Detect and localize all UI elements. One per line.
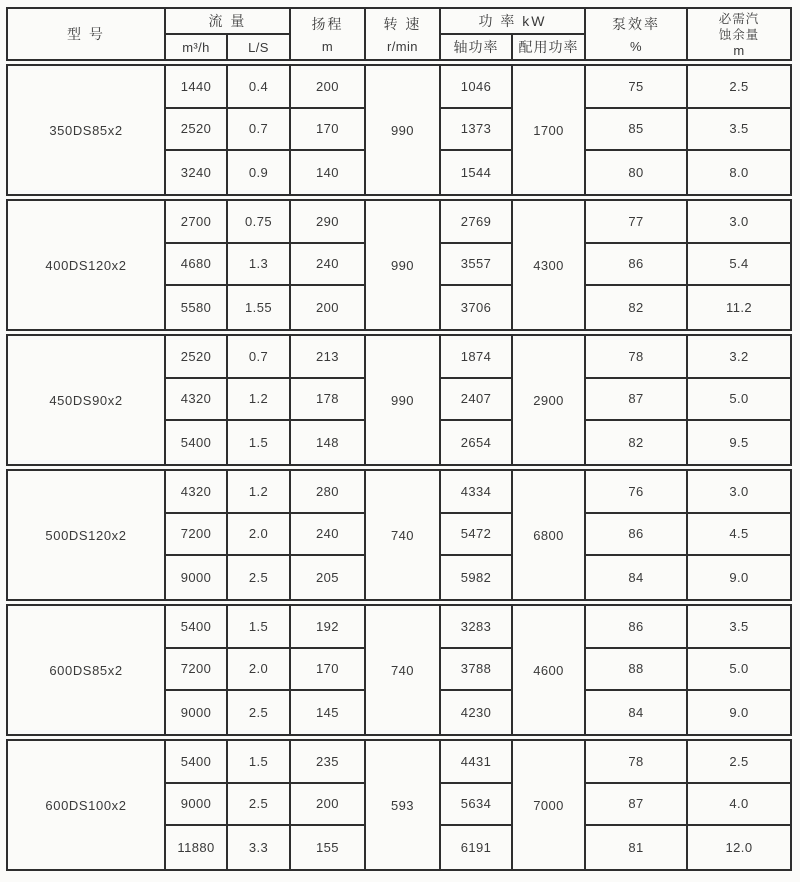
npsh-cell: 2.5 — [686, 66, 790, 109]
shaft-power-cell: 2654 — [439, 421, 511, 464]
header-head-unit: m — [321, 38, 334, 54]
head-cell: 200 — [289, 286, 364, 329]
header-npsh-label: 必需汽 蚀余量 — [718, 12, 760, 42]
head-cell: 148 — [289, 421, 364, 464]
header-head-label: 扬程 — [311, 16, 344, 33]
head-cell: 240 — [289, 244, 364, 287]
efficiency-cell: 75 — [584, 66, 686, 109]
rated-power-cell: 1700 — [511, 66, 584, 194]
header-speed — [364, 9, 439, 59]
header-flow-group: 流 量 — [164, 9, 289, 35]
head-cell: 140 — [289, 151, 364, 194]
npsh-cell: 3.0 — [686, 471, 790, 514]
model-block — [6, 739, 792, 871]
model-cell: 400DS120x2 — [45, 257, 127, 273]
efficiency-cell: 76 — [584, 471, 686, 514]
flow-ls-cell: 1.2 — [226, 379, 289, 422]
model-cell: 350DS85x2 — [49, 122, 123, 138]
flow-m3h-cell: 11880 — [164, 826, 226, 869]
flow-m3h-cell: 3240 — [164, 151, 226, 194]
rated-power-cell: 4300 — [511, 201, 584, 329]
efficiency-cell: 80 — [584, 151, 686, 194]
shaft-power-cell: 3788 — [439, 649, 511, 692]
head-cell: 240 — [289, 514, 364, 557]
efficiency-cell: 78 — [584, 741, 686, 784]
flow-m3h-cell: 9000 — [164, 691, 226, 734]
efficiency-cell: 82 — [584, 421, 686, 464]
speed-cell: 990 — [364, 66, 439, 194]
npsh-cell: 3.5 — [686, 606, 790, 649]
npsh-cell: 5.0 — [686, 379, 790, 422]
flow-m3h-cell: 5400 — [164, 606, 226, 649]
head-cell: 235 — [289, 741, 364, 784]
npsh-cell: 3.0 — [686, 201, 790, 244]
shaft-power-cell: 5982 — [439, 556, 511, 599]
flow-m3h-cell: 7200 — [164, 649, 226, 692]
flow-ls-cell: 1.5 — [226, 421, 289, 464]
head-cell: 205 — [289, 556, 364, 599]
rated-power-cell: 2900 — [511, 336, 584, 464]
efficiency-cell: 84 — [584, 556, 686, 599]
header-model: 型 号 — [67, 26, 105, 42]
flow-ls-cell: 1.2 — [226, 471, 289, 514]
head-cell: 200 — [289, 784, 364, 827]
flow-ls-cell: 2.0 — [226, 514, 289, 557]
flow-m3h-cell: 5400 — [164, 741, 226, 784]
npsh-cell: 2.5 — [686, 741, 790, 784]
npsh-cell: 8.0 — [686, 151, 790, 194]
flow-ls-cell: 1.3 — [226, 244, 289, 287]
flow-m3h-cell: 1440 — [164, 66, 226, 109]
shaft-power-cell: 1544 — [439, 151, 511, 194]
flow-m3h-cell: 4680 — [164, 244, 226, 287]
shaft-power-cell: 1874 — [439, 336, 511, 379]
flow-m3h-cell: 4320 — [164, 471, 226, 514]
header-power-group: 功 率 kW — [439, 9, 584, 35]
npsh-cell: 4.5 — [686, 514, 790, 557]
model-cell: 500DS120x2 — [45, 527, 127, 543]
efficiency-cell: 86 — [584, 606, 686, 649]
shaft-power-cell: 4230 — [439, 691, 511, 734]
efficiency-cell: 77 — [584, 201, 686, 244]
flow-m3h-cell: 5580 — [164, 286, 226, 329]
npsh-cell: 9.5 — [686, 421, 790, 464]
speed-cell: 593 — [364, 741, 439, 869]
head-cell: 280 — [289, 471, 364, 514]
flow-ls-cell: 0.9 — [226, 151, 289, 194]
flow-ls-cell: 0.4 — [226, 66, 289, 109]
npsh-cell: 9.0 — [686, 691, 790, 734]
npsh-cell: 4.0 — [686, 784, 790, 827]
header-shaft-power: 轴功率 — [439, 35, 511, 59]
efficiency-cell: 78 — [584, 336, 686, 379]
model-block — [6, 334, 792, 466]
shaft-power-cell: 3706 — [439, 286, 511, 329]
shaft-power-cell: 5472 — [439, 514, 511, 557]
speed-cell: 990 — [364, 201, 439, 329]
flow-m3h-cell: 9000 — [164, 556, 226, 599]
header-flow-m3h: m³/h — [164, 35, 226, 59]
head-cell: 290 — [289, 201, 364, 244]
flow-ls-cell: 0.7 — [226, 336, 289, 379]
npsh-cell: 9.0 — [686, 556, 790, 599]
flow-ls-cell: 1.55 — [226, 286, 289, 329]
shaft-power-cell: 6191 — [439, 826, 511, 869]
efficiency-cell: 87 — [584, 784, 686, 827]
shaft-power-cell: 3283 — [439, 606, 511, 649]
head-cell: 170 — [289, 649, 364, 692]
header-head — [289, 9, 364, 59]
flow-ls-cell: 1.5 — [226, 606, 289, 649]
header-speed-unit: r/min — [387, 38, 418, 54]
speed-cell: 990 — [364, 336, 439, 464]
head-cell: 178 — [289, 379, 364, 422]
rated-power-cell: 4600 — [511, 606, 584, 734]
flow-ls-cell: 0.7 — [226, 109, 289, 152]
efficiency-cell: 81 — [584, 826, 686, 869]
shaft-power-cell: 5634 — [439, 784, 511, 827]
header-efficiency-unit: % — [630, 38, 642, 54]
model-cell: 600DS85x2 — [49, 662, 123, 678]
model-block — [6, 604, 792, 736]
flow-ls-cell: 0.75 — [226, 201, 289, 244]
efficiency-cell: 86 — [584, 244, 686, 287]
flow-m3h-cell: 9000 — [164, 784, 226, 827]
rated-power-cell: 6800 — [511, 471, 584, 599]
flow-m3h-cell: 2520 — [164, 109, 226, 152]
head-cell: 155 — [289, 826, 364, 869]
efficiency-cell: 84 — [584, 691, 686, 734]
model-cell: 450DS90x2 — [49, 392, 123, 408]
flow-ls-cell: 2.0 — [226, 649, 289, 692]
table-body — [6, 64, 800, 871]
model-block — [6, 199, 792, 331]
efficiency-cell: 82 — [584, 286, 686, 329]
npsh-cell: 3.2 — [686, 336, 790, 379]
header-efficiency — [584, 9, 686, 59]
speed-cell: 740 — [364, 471, 439, 599]
flow-ls-cell: 2.5 — [226, 691, 289, 734]
efficiency-cell: 88 — [584, 649, 686, 692]
efficiency-cell: 85 — [584, 109, 686, 152]
header-rated-power: 配用功率 — [511, 35, 584, 59]
flow-ls-cell: 2.5 — [226, 784, 289, 827]
flow-m3h-cell: 2520 — [164, 336, 226, 379]
flow-ls-cell: 2.5 — [226, 556, 289, 599]
table-header — [6, 7, 792, 61]
npsh-cell: 5.0 — [686, 649, 790, 692]
npsh-cell: 3.5 — [686, 109, 790, 152]
flow-m3h-cell: 5400 — [164, 421, 226, 464]
model-block — [6, 469, 792, 601]
flow-ls-cell: 3.3 — [226, 826, 289, 869]
efficiency-cell: 87 — [584, 379, 686, 422]
npsh-cell: 12.0 — [686, 826, 790, 869]
header-speed-label: 转 速 — [383, 16, 422, 33]
header-flow-ls: L/S — [226, 35, 289, 59]
shaft-power-cell: 3557 — [439, 244, 511, 287]
flow-ls-cell: 1.5 — [226, 741, 289, 784]
header-npsh — [686, 9, 790, 59]
npsh-cell: 5.4 — [686, 244, 790, 287]
head-cell: 170 — [289, 109, 364, 152]
shaft-power-cell: 4431 — [439, 741, 511, 784]
npsh-cell: 11.2 — [686, 286, 790, 329]
header-npsh-unit: m — [733, 43, 745, 59]
efficiency-cell: 86 — [584, 514, 686, 557]
model-cell: 600DS100x2 — [45, 797, 127, 813]
flow-m3h-cell: 4320 — [164, 379, 226, 422]
shaft-power-cell: 4334 — [439, 471, 511, 514]
shaft-power-cell: 2407 — [439, 379, 511, 422]
shaft-power-cell: 2769 — [439, 201, 511, 244]
flow-m3h-cell: 7200 — [164, 514, 226, 557]
shaft-power-cell: 1373 — [439, 109, 511, 152]
flow-m3h-cell: 2700 — [164, 201, 226, 244]
model-block — [6, 64, 792, 196]
header-efficiency-label: 泵效率 — [612, 16, 660, 33]
head-cell: 213 — [289, 336, 364, 379]
shaft-power-cell: 1046 — [439, 66, 511, 109]
head-cell: 200 — [289, 66, 364, 109]
head-cell: 192 — [289, 606, 364, 649]
speed-cell: 740 — [364, 606, 439, 734]
head-cell: 145 — [289, 691, 364, 734]
rated-power-cell: 7000 — [511, 741, 584, 869]
